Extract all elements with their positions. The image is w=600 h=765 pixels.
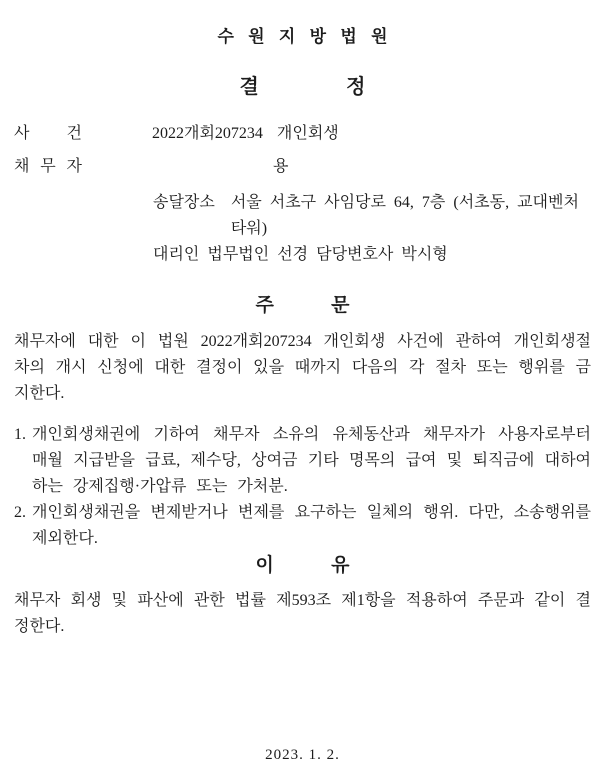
debtor-row (14, 150, 591, 183)
case-row (14, 117, 591, 150)
court-decision-document (0, 26, 600, 763)
service-address-value: 서울 서초구 사임당로 64, 7층 (서초동, 교대벤처타워) (230, 194, 579, 237)
reason-heading-row (14, 552, 591, 579)
attorney-value: 법무법인 선경 담당변호사 박시형 (207, 246, 448, 263)
date-row (14, 746, 591, 765)
case-number: 2022개회207234 개인회생 (152, 125, 339, 142)
court-name: 수 원 지 방 법 원 (217, 27, 388, 46)
case-label: 사 건 (14, 125, 82, 142)
order-intro-paragraph: 채무자에 대한 이 법원 2022개회207234 개인회생 사건에 관하여 개인회생절차의 개시 신청에 대한 결정이 있을 때까지 다음의 각 절차 또는 행위를 금지한다. (14, 333, 591, 402)
order-item-1 (14, 422, 591, 500)
attorney-label: 대리인 (153, 246, 200, 263)
debtor-name: 용 (273, 158, 289, 175)
debtor-label: 채 무 자 (14, 158, 82, 175)
document-title-row (14, 74, 591, 101)
address-block (153, 190, 591, 268)
order-item-1-number: 1. (14, 426, 26, 443)
reason-heading: 이 유 (255, 555, 350, 576)
case-meta (14, 117, 591, 183)
reason-paragraph: 채무자 회생 및 파산에 관한 법률 제593조 제1항을 적용하여 주문과 같이 결정한다. (14, 592, 591, 635)
order-items (14, 422, 591, 552)
order-heading: 주 문 (255, 295, 350, 316)
order-item-2-number: 2. (14, 504, 26, 521)
order-item-2-text: 개인회생채권을 변제받거나 변제를 요구하는 일체의 행위. 다만, 소송행위를 제외한다. (32, 504, 591, 547)
attorney-row (153, 242, 591, 268)
service-address-label: 송달장소 (153, 194, 215, 211)
document-title: 결 정 (239, 76, 366, 98)
order-item-2 (14, 500, 591, 552)
court-name-row (14, 26, 591, 48)
decision-date: 2023. 1. 2. (265, 747, 340, 763)
order-item-1-text: 개인회생채권에 기하여 채무자 소유의 유체동산과 채무자가 사용자로부터 매월 지급받을 급료, 제수당, 상여금 기타 명목의 급여 및 퇴직금에 대하여 하는 강제집행·가압류 또는 가처분. (32, 426, 591, 495)
service-address-row (153, 190, 591, 242)
order-heading-row (14, 292, 591, 319)
